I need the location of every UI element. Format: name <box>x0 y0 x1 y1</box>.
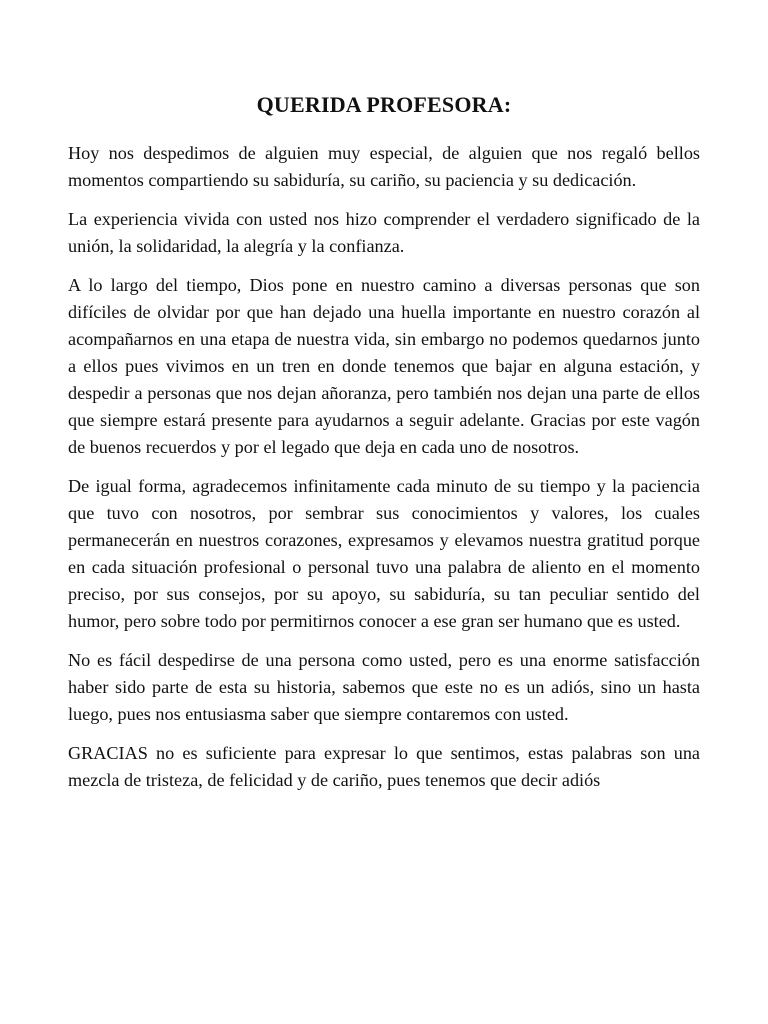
paragraph-6: GRACIAS no es suficiente para expresar lo que sentimos, estas palabras son una mezcla de tristeza, de felicidad y de cariño, pues tenemos que decir adiós <box>68 743 700 790</box>
paragraph-3: A lo largo del tiempo, Dios pone en nuestro camino a diversas personas que son difíciles de olvidar por que han dejado una huella importante en nuestro corazón al acompañarnos en una etapa de nuestra vida, sin embargo no podemos quedarnos junto a ellos pues vivimos en un tren en donde tenemos que bajar en alguna estación, y despedir a personas que nos dejan añoranza, pero también nos dejan una parte de ellos que siempre estará presente para ayudarnos a seguir adelante. Gracias por este vagón de buenos recuerdos y por el legado que deja en cada uno de nosotros. <box>68 275 700 457</box>
paragraph-4: De igual forma, agradecemos infinitamente cada minuto de su tiempo y la paciencia que tuvo con nosotros, por sembrar sus conocimientos y valores, los cuales permanecerán en nuestros corazones, expresamos y elevamos nuestra gratitud porque en cada situación profesional o personal tuvo una palabra de aliento en el momento preciso, por sus consejos, por su apoyo, su sabiduría, su tan peculiar sentido del humor, pero sobre todo por permitirnos conocer a ese gran ser humano que es usted. <box>68 476 700 631</box>
document-body <box>68 140 700 806</box>
document-title: QUERIDA PROFESORA: <box>256 92 512 117</box>
paragraph-5: No es fácil despedirse de una persona como usted, pero es una enorme satisfacción haber sido parte de esta su historia, sabemos que este no es un adiós, sino un hasta luego, pues nos entusiasma saber que siempre contaremos con usted. <box>68 650 700 724</box>
paragraph-2: La experiencia vivida con usted nos hizo comprender el verdadero significado de la unión, la solidaridad, la alegría y la confianza. <box>68 209 700 256</box>
paragraph-1: Hoy nos despedimos de alguien muy especial, de alguien que nos regaló bellos momentos compartiendo su sabiduría, su cariño, su paciencia y su dedicación. <box>68 143 700 190</box>
